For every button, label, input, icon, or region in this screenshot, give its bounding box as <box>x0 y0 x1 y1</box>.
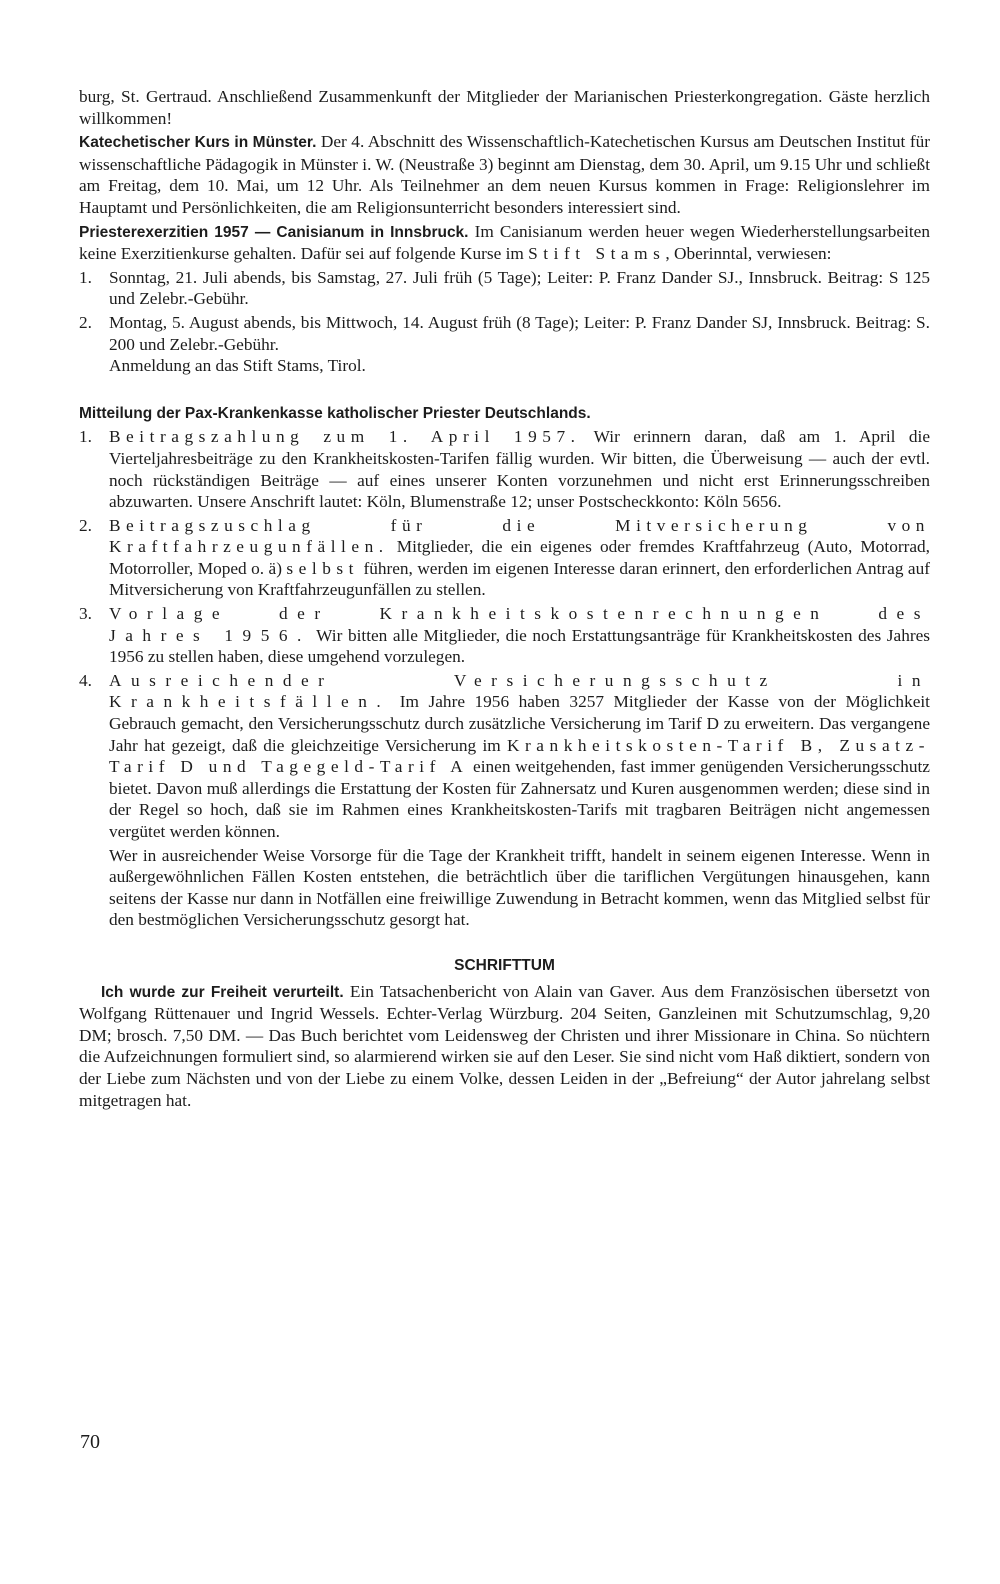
schrifttum-review <box>79 981 930 1112</box>
list-item-number: 1. <box>79 267 92 287</box>
list-item <box>79 426 930 512</box>
list-item-body: Im Jahre 1956 haben 3257 Mitglieder der Kasse von der Möglichkeit Gebrauch gemacht, den Versicherungsschutz durch zusätzliche Versicherung im Tarif D zu erweitern. Das vergangene Jahr hat gezeigt, daß die gleichzeitige Versicherung im <box>109 692 930 755</box>
katechetisch-heading: Katechetischer Kurs in Münster. <box>79 134 317 152</box>
list-item <box>79 267 930 310</box>
exerzitien-paragraph <box>79 221 930 265</box>
list-item-body: Mitglieder, die ein eigenes oder fremdes Kraftfahrzeug (Auto, Motorrad, Motorroller, Moped o. ä) <box>109 537 930 578</box>
list-item <box>79 603 930 668</box>
list-item-lead: Ausreichender Versicherungsschutz in Krankheitsfällen. <box>109 670 930 712</box>
pax-heading: Mitteilung der Pax-Krankenkasse katholischer Priester Deutschlands. <box>79 404 591 422</box>
list-item-lead: Beitragszahlung zum 1. April 1957. <box>109 427 581 447</box>
list-item-body: Wir erinnern daran, daß am 1. April die Vierteljahresbeiträge zu den Krankheitskosten-Tarifen fällig wurden. Wir bitten, die Überweisung — auch der evtl. noch rückständigen Beiträge — auf eines unserer Konten vorzunehmen und nicht erst Erinnerungsschreiben abzuwarten. Unsere Anschrift lautet: Köln, Blumenstraße 12; unser Postscheckkonto: Köln 5656. <box>109 427 931 512</box>
list-item-number: 1. <box>79 427 92 447</box>
list-item-lead: Vorlage der Krankheitskostenrechnungen des Jahres 1956. <box>109 604 930 645</box>
exerzitien-stift: Stift Stams <box>528 244 666 264</box>
exerzitien-text-a: Im Canisianum werden heuer wegen Wiederherstellungsarbeiten keine Exerzitienkurse gehalten. Dafür sei auf folgende Kurse im <box>79 221 930 264</box>
page-body <box>79 86 930 1111</box>
list-item-body: führen, werden im eigenen Interesse daran erinnert, den erforderlichen Antrag auf Mitversicherung von Kraftfahrzeugunfällen zu stellen. <box>109 558 930 600</box>
pax-closing: Wer in ausreichender Weise Vorsorge für die Tage der Krankheit trifft, handelt in seinem eigenen Interesse. Wenn in außergewöhnlichen Fällen Kosten entstehen, die beträchtlich über die tariflichen Vergütungen hinausgehen, kann seitens der Kasse nur dann in Notfällen eine freiwillige Zuwendung in Betracht kommen, wenn das Mitglied selbst für den bestmöglichen Versicherungsschutz gesorgt hat. <box>109 845 930 930</box>
list-item-emphasis: selbst <box>286 558 359 578</box>
list-item-number: 4. <box>79 670 92 690</box>
list-item-number: 3. <box>79 604 92 624</box>
schrifttum-heading: SCHRIFTTUM <box>454 956 555 974</box>
exerzitien-anmeldung: Anmeldung an das Stift Stams, Tirol. <box>109 356 366 376</box>
book-review-text: Ein Tatsachenbericht von Alain van Gaver. Aus dem Französischen übersetzt von Wolfgang Rüttenauer und Ingrid Wessels. Echter-Verlag Würzburg. 204 Seiten, Ganzleinen mit Schutzumschlag, 9,20 DM; brosch. 7,50 DM. — Das Buch berichtet vom Leidensweg der Christen und ihrer Missionare in China. So nüchtern die Aufzeichnungen formuliert sind, so alarmierend wirken sie auf den Leser. Sie sind nicht vom Haß diktiert, sondern von der Liebe zum Nächsten und von der Liebe zu einem Volke, dessen Leiden in der „Befreiung“ der Autor jahrelang selbst mitgetragen hat. <box>79 981 930 1110</box>
exerzitien-text-b: , Oberinntal, verwiesen: <box>665 244 832 264</box>
list-item-text <box>109 515 930 601</box>
pax-list <box>79 426 930 842</box>
list-item-body: Wir bitten alle Mitglieder, die noch Erstattungsanträge für Krankheitskosten des Jahres 1956 zu stellen haben, diese umgehend vorzulegen. <box>109 625 930 667</box>
exerzitien-heading: Priesterexerzitien 1957 — Canisianum in Innsbruck. <box>79 223 469 241</box>
list-item-text <box>109 426 930 512</box>
list-item-text <box>109 603 930 668</box>
list-item <box>79 515 930 601</box>
katechetisch-text: Der 4. Abschnitt des Wissenschaftlich-Katechetischen Kursus am Deutschen Institut für wissenschaftliche Pädagogik in Münster i. W. (Neustraße 3) beginnt am Dienstag, dem 30. April, um 9.15 Uhr und schließt am Freitag, dem 10. Mai, um 12 Uhr. Als Teilnehmer an dem neuen Kursus kommen in Frage: Religionslehrer im Hauptamt und Persönlichkeiten, die am Religionsunterricht besonders interessiert sind. <box>79 132 930 217</box>
katechetisch-paragraph <box>79 131 930 218</box>
list-item-emphasis: Krankheitskosten-Tarif B, Zusatz-Tarif D und Tagegeld-Tarif A <box>109 735 930 777</box>
book-title: Ich wurde zur Freiheit verurteilt. <box>101 983 344 1001</box>
list-item <box>79 312 930 355</box>
list-item <box>79 670 930 843</box>
page-number: 70 <box>80 1431 100 1453</box>
list-item-text <box>109 670 930 843</box>
list-item-lead: Beitragszuschlag für die Mitversicherung von Kraftfahrzeugunfällen. <box>109 515 930 557</box>
intro-paragraph: burg, St. Gertraud. Anschließend Zusammenkunft der Mitglieder der Marianischen Priesterkongregation. Gäste herzlich willkommen! <box>79 87 930 128</box>
list-item-text: Montag, 5. August abends, bis Mittwoch, 14. August früh (8 Tage); Leiter: P. Franz Dander SJ, Innsbruck. Beitrag: S. 200 und Zelebr.-Gebühr. <box>109 312 930 354</box>
list-item-body: einen weitgehenden, fast immer genügenden Versicherungsschutz bietet. Davon muß allerdings die Erstattung der Kosten für Zahnersatz und Kuren ausgenommen werden; diese sind in der Regel so hoch, daß sie im Rahmen eines Krankheitskosten-Tarifs mit tragbaren Beiträgen nicht angemessen vergütet werden können. <box>109 757 930 841</box>
list-item-number: 2. <box>79 515 92 535</box>
list-item-text: Sonntag, 21. Juli abends, bis Samstag, 27. Juli früh (5 Tage); Leiter: P. Franz Dander SJ., Innsbruck. Beitrag: S 125 und Zelebr.-Gebühr. <box>109 267 930 309</box>
exerzitien-list <box>79 267 930 355</box>
list-item-number: 2. <box>79 312 92 332</box>
